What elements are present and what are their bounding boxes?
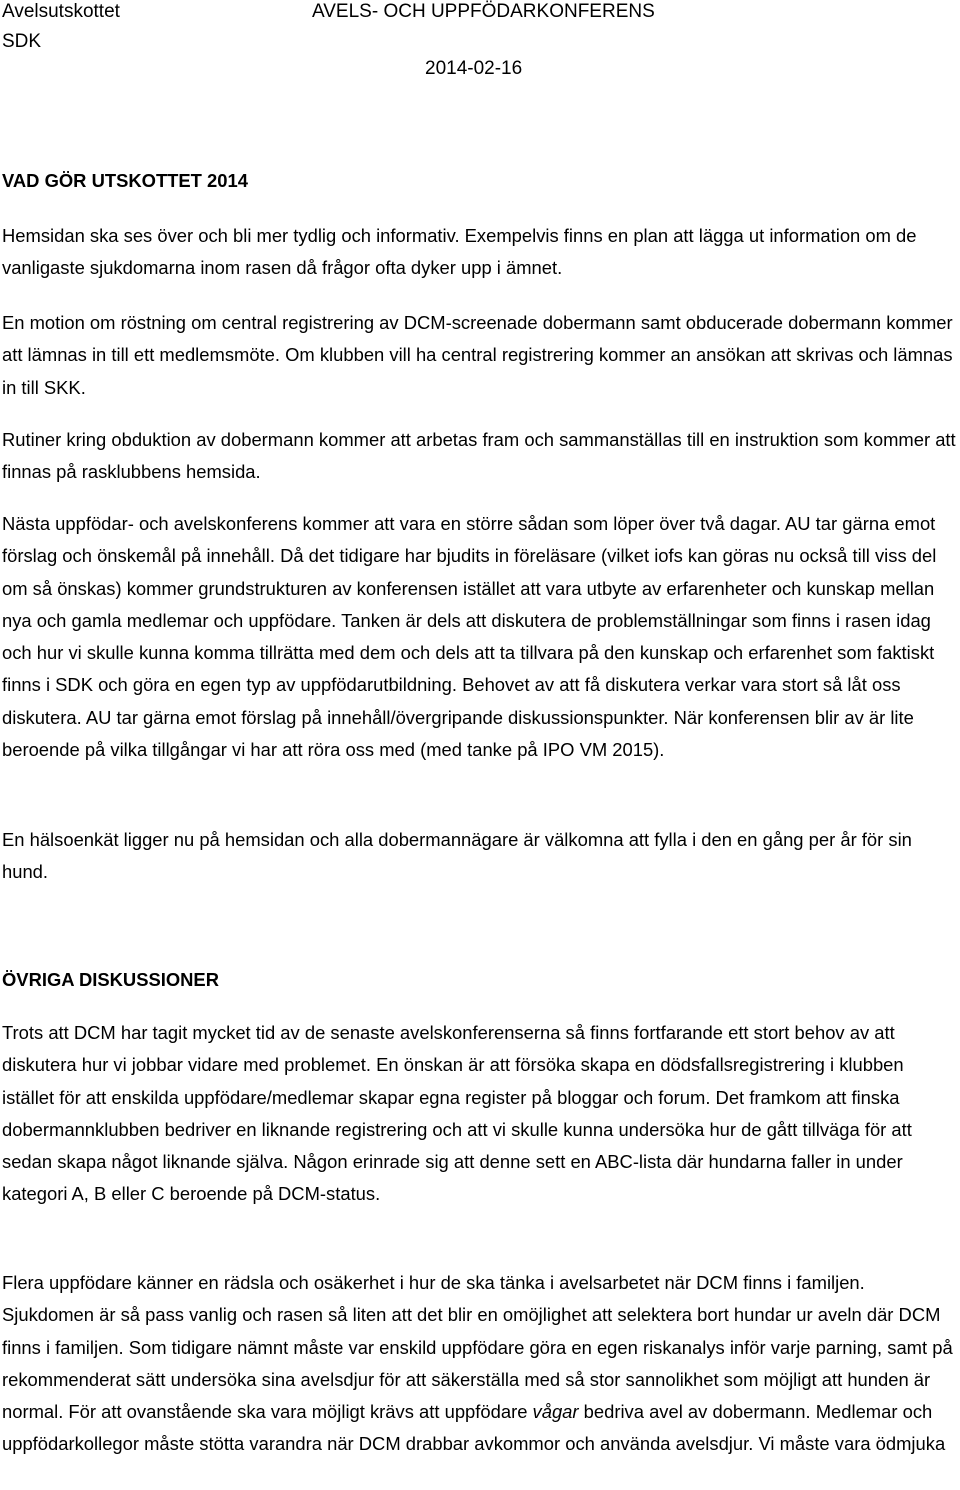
header-date: 2014-02-16 <box>425 58 523 79</box>
paragraph-uppfodare-oro <box>2 1267 957 1461</box>
paragraph-konferens: Nästa uppfödar- och avelskonferens kommer att vara en större sådan som löper över två dagar. AU tar gärna emot förslag och önskemål på innehåll. Då det tidigare har bjudits in föreläsare (vilket iofs kan göras nu också till viss del om så önskas) kommer grundstrukturen av konferensen istället att vara utbyte av erfarenheter och kunskap mellan nya och gamla medlemar och uppfödare. Tanken är dels att diskutera de problemställningar som finns i rasen idag och hur vi skulle kunna komma tillrätta med dem och dels att ta tillvara på den kunskap och erfarenhet som faktiskt finns i SDK och göra en egen typ av uppfödarutbildning. Behovet av att få diskutera verkar vara stort så låt oss diskutera. AU tar gärna emot förslag på innehåll/övergripande diskussionspunkter. När konferensen blir av är lite beroende på vilka tillgångar vi har att röra oss med (med tanke på IPO VM 2015). <box>2 513 937 761</box>
header-organization: Avelsutskottet <box>2 1 120 22</box>
paragraph-hemsidan: Hemsidan ska ses över och bli mer tydlig och informativ. Exempelvis finns en plan att lägga ut information om de vanligaste sjukdomarna inom rasen då frågor ofta dyker upp i ämnet. <box>2 225 917 279</box>
section-heading-utskottet: VAD GÖR UTSKOTTET 2014 <box>2 170 248 191</box>
paragraph-motion: En motion om röstning om central registrering av DCM-screenade dobermann samt obducerade dobermann kommer att lämnas in till ett medlemsmöte. Om klubben vill ha central registrering kommer an ansökan att skrivas och lämnas in till SKK. <box>2 312 953 398</box>
header-club: SDK <box>2 31 42 52</box>
paragraph-text-part: Flera uppfödare känner en rädsla och osäkerhet i hur de ska tänka i avelsarbetet när DCM finns i familjen. Sjukdomen är så pass vanlig och rasen så liten att det blir en omöjlighet att selektera bort hundar ur aveln där DCM finns i familjen. Som tidigare nämnt måste var enskild uppfödare göra en egen riskanalys inför varje parning, samt på rekommenderat sätt undersöka sina avelsdjur för att säkerställa med så stor sannolikhet som möjligt att hunden är normal. För att ovanstående ska vara möjligt krävs att uppfödare <box>2 1272 953 1423</box>
paragraph-text-part: bedriva avel av dobermann. Medlemar och uppfödarkollegor måste stötta varandra när DCM drabbar avkommor och använda avelsdjur. Vi måste vara ödmjuka <box>2 1401 946 1455</box>
paragraph-dcm-registrering: Trots att DCM har tagit mycket tid av de senaste avelskonferenserna så finns fortfarande ett stort behov av att diskutera hur vi jobbar vidare med problemet. En önskan är att försöka skapa en dödsfallsregistrering i klubben istället för att enskilda uppfödare/medlemar skapar egna register på bloggar och forum. Det framkom att finska dobermannklubben bedriver en liknande registrering och att vi skulle kunna undersöka hur de gått tillväga för att sedan skapa något liknande själva. Någon erinrade sig att denne sett en ABC-lista där hundarna faller in under kategori A, B eller C beroende på DCM-status. <box>2 1022 912 1205</box>
paragraph-obduktion: Rutiner kring obduktion av dobermann kommer att arbetas fram och sammanställas till en instruktion som kommer att finnas på rasklubbens hemsida. <box>2 429 956 483</box>
header-conference-title: AVELS- OCH UPPFÖDARKONFERENS <box>312 1 655 22</box>
emphasized-word: vågar <box>532 1401 579 1423</box>
paragraph-halsoenkat: En hälsoenkät ligger nu på hemsidan och alla dobermannägare är välkomna att fylla i den en gång per år för sin hund. <box>2 829 912 883</box>
section-heading-diskussioner: ÖVRIGA DISKUSSIONER <box>2 969 219 990</box>
